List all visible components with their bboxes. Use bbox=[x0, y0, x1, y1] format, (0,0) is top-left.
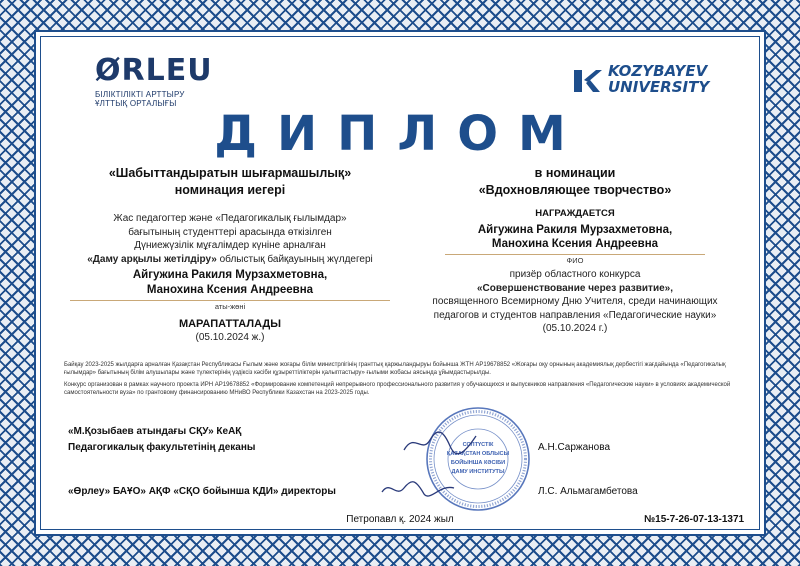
kozybayev-line1: KOZYBAYEV bbox=[608, 62, 708, 80]
footnote-kazakh: Байқау 2023-2025 жылдарға арналған Қазақстан Республикасы Ғылым және жоғары білім министрлігінің гранттық қаржыландыруы бойынша ЖТН AP19678852 «Жоғары оқу орнының академиялық дербестігі жағдайында «Педагогикалық ғылымдар» бағытының білім алушылары және түлектерінің үздіксіз кәсіби құзыреттіліктерін қалыптастыру» ғылыми жобасы аясында ұйымдастырылды. bbox=[64, 362, 726, 376]
signatory1-position: Педагогикалық факультетінің деканы bbox=[68, 442, 256, 453]
signature-1 bbox=[400, 428, 480, 458]
kz-awarded-label: МАРАПАТТАЛАДЫ bbox=[178, 317, 282, 330]
signatory2-position: «Өрлеу» БАҰО» АҚФ «СҚО бойынша КДИ» директоры bbox=[68, 486, 336, 497]
ru-name-underline bbox=[445, 254, 705, 255]
kz-description-line1: Жас педагогтер және «Педагогикалық ғылымдар» bbox=[113, 213, 347, 224]
ru-awarded-label: НАГРАЖДАЕТСЯ bbox=[535, 208, 615, 219]
kz-contest-name: «Даму арқылы жетілдіру» bbox=[87, 253, 217, 265]
kz-recipient-name-line1: Айгужина Ракиля Мурзахметовна, bbox=[132, 269, 328, 281]
signature-2 bbox=[378, 474, 458, 504]
kozybayev-logo bbox=[572, 64, 732, 100]
ru-nomination-line2: «Вдохновляющее творчество» bbox=[478, 182, 672, 197]
ru-award-date: (05.10.2024 г.) bbox=[542, 323, 608, 335]
kz-recipient-name-line2: Манохина Ксения Андреевна bbox=[146, 283, 314, 296]
kz-award-date: (05.10.2024 ж.) bbox=[195, 332, 265, 344]
ru-description-line3: посвященного Всемирному Дню Учителя, среди начинающих bbox=[432, 296, 718, 308]
kozybayev-line2: UNIVERSITY bbox=[608, 77, 710, 96]
kz-description-line3: Дүниежүзілік мұғалімдер күніне арналған bbox=[134, 240, 326, 251]
ru-recipient-name-line2: Манохина Ксения Андреевна bbox=[491, 238, 659, 251]
stamp-line2: ҚАЗАҚСТАН ОБЛЫСЫ bbox=[446, 451, 510, 457]
orleu-logo bbox=[95, 53, 235, 109]
kz-description-line4-rest: облыстық байқауының жүлдегері bbox=[216, 253, 373, 265]
ru-description-line1: призёр областного конкурса bbox=[509, 269, 641, 281]
orleu-logo-word: ØRLEU bbox=[95, 53, 213, 88]
signatory2-name: Л.С. Альмагамбетова bbox=[538, 486, 638, 497]
kozybayev-k-icon bbox=[572, 66, 602, 96]
kz-nomination-line1: «Шабыттандыратын шығармашылық» bbox=[108, 166, 352, 180]
kz-description-line4 bbox=[60, 253, 400, 267]
signatory1-organization: «М.Қозыбаев атындағы СҚУ» КеАҚ bbox=[68, 426, 242, 437]
stamp-line3: БОЙЫНША КӘСІБИ bbox=[450, 460, 506, 466]
stamp-line1: СОЛТҮСТІК bbox=[462, 442, 494, 448]
kazakh-section bbox=[60, 165, 400, 345]
russian-section bbox=[410, 165, 740, 336]
ru-recipient-name-line1: Айгужина Ракиля Мурзахметовна, bbox=[477, 223, 673, 236]
diploma-title: ДИПЛОМ bbox=[214, 106, 586, 162]
stamp-line4: ДАМУ ИНСТИТУТЫ bbox=[451, 469, 505, 475]
kozybayev-logo-text bbox=[608, 64, 709, 96]
ru-contest-name: «Совершенствование через развитие», bbox=[477, 282, 673, 294]
orleu-subtitle-line2: ҰЛТТЫҚ ОРТАЛЫҒЫ bbox=[95, 99, 177, 109]
diploma-number: №15-7-26-07-13-1371 bbox=[644, 514, 745, 525]
orleu-subtitle-line1: БІЛІКТІЛІКТІ АРТТЫРУ bbox=[95, 90, 185, 99]
place-and-year: Петропавл қ. 2024 жыл bbox=[346, 514, 454, 525]
kz-nomination-line2: номинация иегері bbox=[174, 182, 286, 197]
ru-name-caption: ФИО bbox=[566, 256, 584, 266]
kz-name-caption: аты-жөні bbox=[214, 301, 246, 311]
footnote-russian: Конкурс организован в рамках научного проекта ИРН AP19678852 «Формирование компетенций непрерывного профессионального развития у обучающихся и выпускников направления «Педагогические науки» в условиях академической самостоятельности вуза» по грантовому финансированию МНиВО Республики Казахстан на 2023-2025 годы. bbox=[64, 382, 731, 396]
kz-name-underline bbox=[70, 300, 390, 301]
ru-nomination-line1: в номинации bbox=[534, 166, 616, 180]
ru-description-line4: педагогов и студентов направления «Педагогические науки» bbox=[433, 309, 717, 321]
signatory1-name: А.Н.Саржанова bbox=[538, 442, 611, 453]
kz-description-line2: бағытының студенттері арасында өткізілген bbox=[128, 226, 332, 238]
